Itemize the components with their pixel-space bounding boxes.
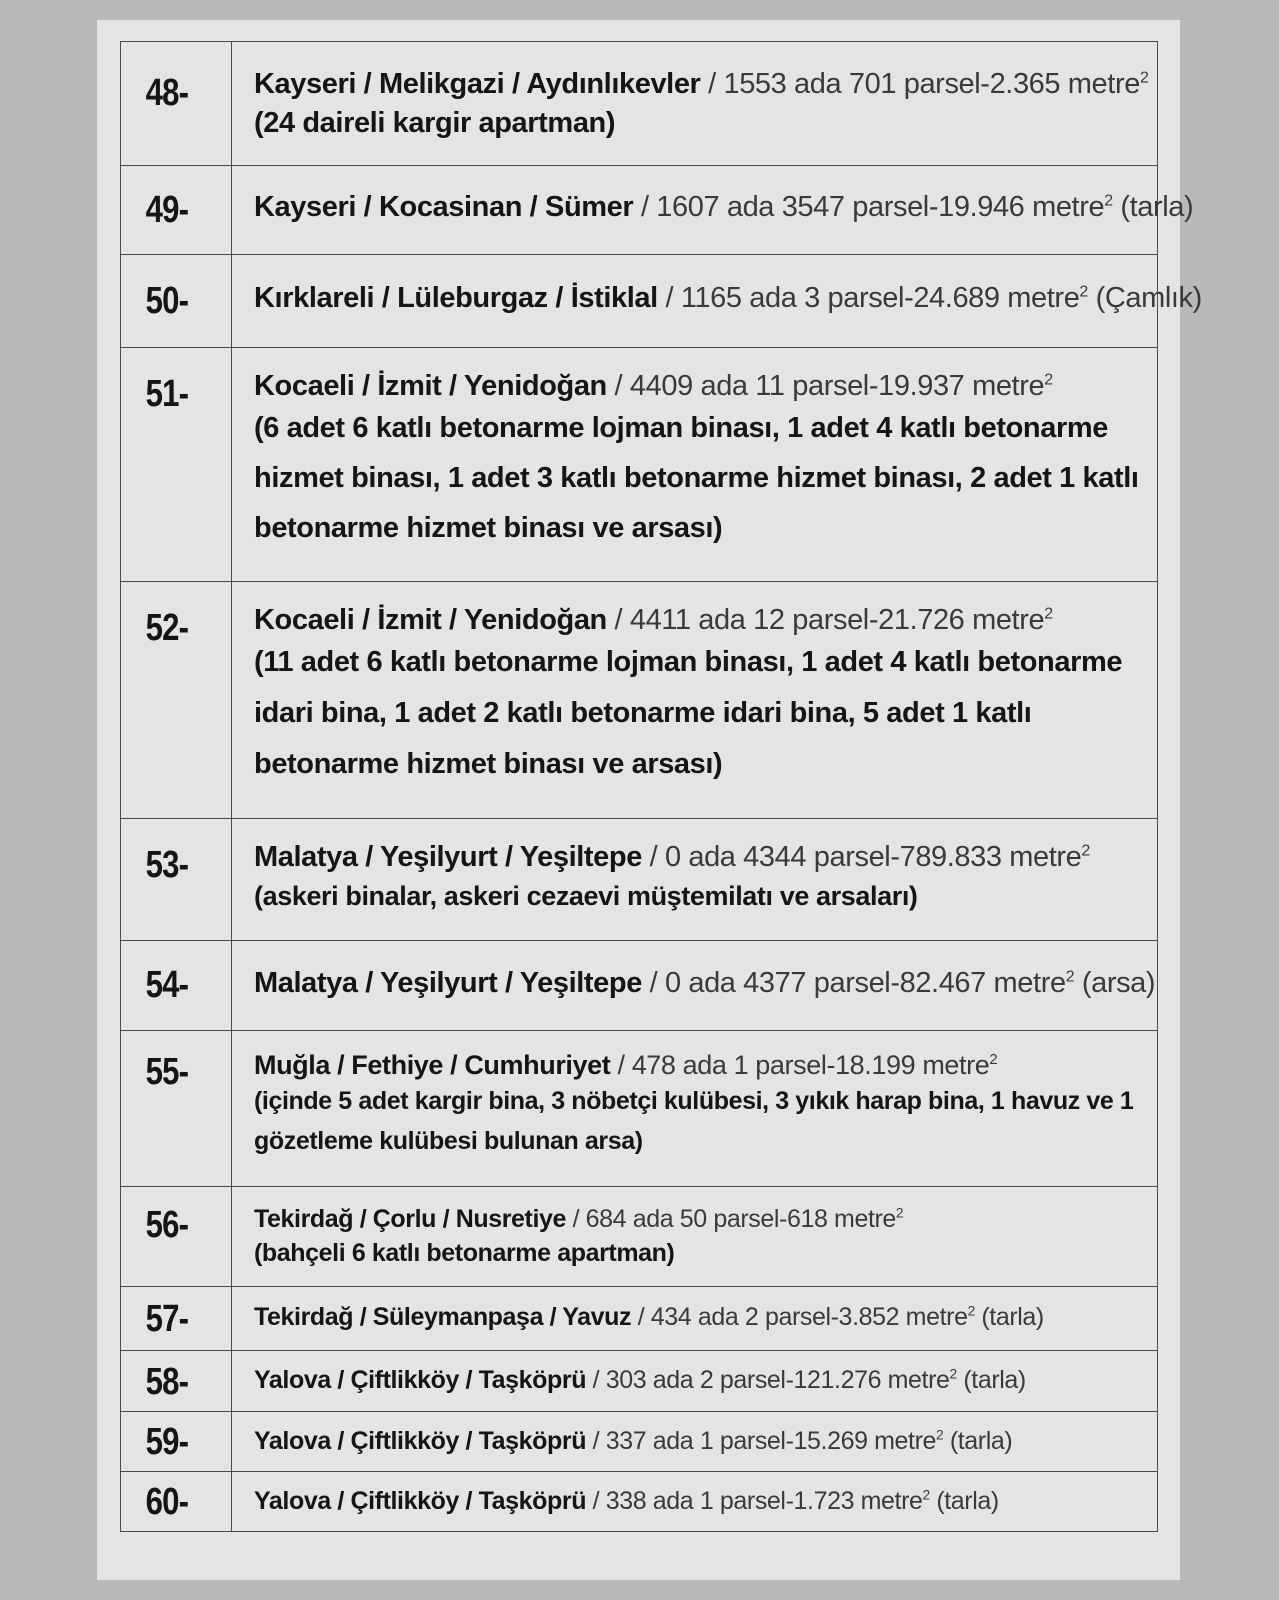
- row-description-cell: [232, 819, 1158, 941]
- unit-superscript: 2: [967, 1303, 975, 1319]
- parcel-detail: 1607 ada 3547 parsel-19.946 metre: [656, 191, 1105, 223]
- row-headline: Tekirdağ / Süleymanpaşa / Yavuz / 434 ada 2 parsel-3.852 metre$^2$ (tarla): [254, 1303, 1044, 1331]
- row-number-cell: [121, 1187, 232, 1287]
- location-text: Yalova / Çiftlikköy / Taşköprü: [254, 1366, 587, 1394]
- table-row: [121, 42, 1158, 166]
- row-note: (içinde 5 adet kargir bina, 3 nöbetçi kulübesi, 3 yıkık harap bina, 1 havuz ve 1 gözetleme kulübesi bulunan arsa): [254, 1087, 1134, 1155]
- parcel-detail: 0 ada 4344 parsel-789.833 metre: [664, 841, 1082, 873]
- parcel-detail: 684 ada 50 parsel-618 metre: [585, 1205, 896, 1233]
- table-row: [121, 1412, 1158, 1472]
- unit-superscript: 2: [1139, 69, 1149, 87]
- row-number: 59-: [145, 1421, 189, 1463]
- row-description-cell: [232, 348, 1158, 582]
- row-headline: Kocaeli / İzmit / Yenidoğan / 4411 ada 12 parsel-21.726 metre$^2$: [254, 604, 1053, 636]
- table-row: [121, 255, 1158, 348]
- row-number-cell: [121, 166, 232, 255]
- row-number-cell: [121, 255, 232, 348]
- row-description-cell: [232, 582, 1158, 819]
- row-number-cell: [121, 348, 232, 582]
- parcel-type: (tarla): [981, 1303, 1044, 1331]
- row-number: 55-: [145, 1051, 189, 1093]
- unit-superscript: 2: [936, 1427, 944, 1443]
- location-text: Malatya / Yeşilyurt / Yeşiltepe: [254, 967, 642, 999]
- row-number: 50-: [145, 280, 189, 322]
- row-number-cell: [121, 1351, 232, 1412]
- row-number: 48-: [145, 72, 189, 114]
- row-number-cell: [121, 42, 232, 166]
- parcel-detail: 337 ada 1 parsel-15.269 metre: [605, 1427, 937, 1455]
- row-number: 57-: [145, 1298, 189, 1340]
- parcel-detail: 1553 ada 701 parsel-2.365 metre: [723, 68, 1140, 100]
- row-headline: Yalova / Çiftlikköy / Taşköprü / 338 ada 1 parsel-1.723 metre$^2$ (tarla): [254, 1487, 999, 1515]
- row-headline: Kayseri / Kocasinan / Sümer / 1607 ada 3547 parsel-19.946 metre$^2$ (tarla): [254, 191, 1194, 223]
- row-number-cell: [121, 1031, 232, 1187]
- row-number-cell: [121, 1287, 232, 1351]
- row-headline: Yalova / Çiftlikköy / Taşköprü / 337 ada 1 parsel-15.269 metre$^2$ (tarla): [254, 1427, 1013, 1455]
- location-text: Yalova / Çiftlikköy / Taşköprü: [254, 1487, 587, 1515]
- row-description-cell: [232, 941, 1158, 1031]
- parcel-detail: 1165 ada 3 parsel-24.689 metre: [680, 282, 1080, 314]
- row-note: (bahçeli 6 katlı betonarme apartman): [254, 1239, 675, 1267]
- location-text: Kocaeli / İzmit / Yenidoğan: [254, 370, 607, 402]
- location-text: Yalova / Çiftlikköy / Taşköprü: [254, 1427, 587, 1455]
- unit-superscript: 2: [1044, 371, 1053, 389]
- location-text: Tekirdağ / Süleymanpaşa / Yavuz: [254, 1303, 632, 1331]
- parcel-detail: 338 ada 1 parsel-1.723 metre: [605, 1487, 923, 1515]
- row-description-cell: [232, 42, 1158, 166]
- unit-superscript: 2: [1065, 968, 1075, 986]
- row-headline: Muğla / Fethiye / Cumhuriyet / 478 ada 1 parsel-18.199 metre$^2$: [254, 1050, 998, 1080]
- parcel-type: (tarla): [963, 1366, 1026, 1394]
- row-note: (11 adet 6 katlı betonarme lojman binası, 1 adet 4 katlı betonarme idari bina, 1 adet 2 katlı betonarme idari bina, 5 adet 1 katlı betonarme hizmet binası ve arsası): [254, 646, 1123, 780]
- row-note: (24 daireli kargir apartman): [254, 107, 616, 139]
- row-description-cell: [232, 1031, 1158, 1187]
- property-table: [120, 41, 1202, 1532]
- row-number-cell: [121, 819, 232, 941]
- row-note: (6 adet 6 katlı betonarme lojman binası, 1 adet 4 katlı betonarme hizmet binası, 1 adet 3 katlı betonarme hizmet binası, 2 adet 1 katlı betonarme hizmet binası ve arsası): [254, 412, 1139, 544]
- row-description-cell: [232, 255, 1202, 348]
- location-text: Tekirdağ / Çorlu / Nusretiye: [254, 1205, 567, 1233]
- row-number-cell: [121, 1472, 232, 1532]
- row-number: 54-: [145, 964, 189, 1006]
- parcel-detail: 303 ada 2 parsel-121.276 metre: [605, 1366, 950, 1394]
- unit-superscript: 2: [1044, 605, 1053, 623]
- parcel-type: (tarla): [949, 1427, 1013, 1455]
- parcel-type: (arsa): [1081, 967, 1156, 999]
- location-text: Kocaeli / İzmit / Yenidoğan: [254, 604, 607, 636]
- row-headline: Kocaeli / İzmit / Yenidoğan / 4409 ada 11 parsel-19.937 metre$^2$: [254, 370, 1053, 402]
- location-text: Kırklareli / Lüleburgaz / İstiklal: [254, 282, 658, 314]
- table-row: [121, 348, 1158, 582]
- table-row: [121, 1187, 1158, 1287]
- row-headline: Yalova / Çiftlikköy / Taşköprü / 303 ada 2 parsel-121.276 metre$^2$ (tarla): [254, 1366, 1026, 1394]
- table-row: [121, 819, 1158, 941]
- row-number-cell: [121, 941, 232, 1031]
- table-row: [121, 1351, 1158, 1412]
- unit-superscript: 2: [949, 1366, 957, 1382]
- row-headline: Malatya / Yeşilyurt / Yeşiltepe / 0 ada 4344 parsel-789.833 metre$^2$: [254, 841, 1090, 873]
- table-row: [121, 1472, 1158, 1532]
- row-number: 53-: [145, 844, 189, 886]
- row-number: 49-: [145, 189, 189, 231]
- parcel-type: (Çamlık): [1095, 282, 1202, 314]
- row-number: 51-: [145, 373, 189, 415]
- row-headline: Tekirdağ / Çorlu / Nusretiye / 684 ada 50 parsel-618 metre$^2$: [254, 1205, 904, 1233]
- row-description-cell: [232, 166, 1194, 255]
- document-sheet: [97, 20, 1202, 1580]
- table-row: [121, 941, 1158, 1031]
- row-description-cell: [232, 1287, 1158, 1351]
- location-text: Malatya / Yeşilyurt / Yeşiltepe: [254, 841, 642, 873]
- row-headline: Kırklareli / Lüleburgaz / İstiklal / 1165 ada 3 parsel-24.689 metre$^2$ (Çamlık): [254, 282, 1202, 314]
- parcel-detail: 434 ada 2 parsel-3.852 metre: [650, 1303, 968, 1331]
- location-text: Kayseri / Melikgazi / Aydınlıkevler: [254, 68, 701, 100]
- table-row: [121, 1287, 1158, 1351]
- row-number-cell: [121, 582, 232, 819]
- parcel-detail: 4411 ada 12 parsel-21.726 metre: [629, 604, 1045, 636]
- row-description-cell: [232, 1472, 1158, 1532]
- row-number: 58-: [145, 1361, 189, 1403]
- row-number-cell: [121, 1412, 232, 1472]
- unit-superscript: 2: [922, 1487, 930, 1503]
- row-number: 56-: [145, 1204, 189, 1246]
- row-number: 60-: [145, 1481, 189, 1523]
- table-row: [121, 166, 1158, 255]
- row-description-cell: [232, 1187, 1158, 1287]
- unit-superscript: 2: [1104, 192, 1113, 210]
- unit-superscript: 2: [1079, 283, 1088, 301]
- row-note: (askeri binalar, askeri cezaevi müştemilatı ve arsaları): [254, 881, 918, 911]
- unit-superscript: 2: [1081, 842, 1090, 860]
- location-text: Muğla / Fethiye / Cumhuriyet: [254, 1050, 611, 1080]
- parcel-detail: 478 ada 1 parsel-18.199 metre: [631, 1050, 990, 1080]
- row-headline: Malatya / Yeşilyurt / Yeşiltepe / 0 ada 4377 parsel-82.467 metre$^2$ (arsa): [254, 967, 1156, 999]
- row-number: 52-: [145, 607, 189, 649]
- location-text: Kayseri / Kocasinan / Sümer: [254, 191, 634, 223]
- row-headline: Kayseri / Melikgazi / Aydınlıkevler / 1553 ada 701 parsel-2.365 metre$^2$: [254, 68, 1149, 100]
- row-description-cell: [232, 1351, 1158, 1412]
- parcel-type: (tarla): [936, 1487, 999, 1515]
- table-row: [121, 582, 1158, 819]
- unit-superscript: 2: [989, 1052, 998, 1068]
- parcel-type: (tarla): [1120, 191, 1194, 223]
- row-description-cell: [232, 1412, 1158, 1472]
- parcel-detail: 0 ada 4377 parsel-82.467 metre: [664, 967, 1066, 999]
- parcel-detail: 4409 ada 11 parsel-19.937 metre: [629, 370, 1045, 402]
- unit-superscript: 2: [895, 1205, 904, 1221]
- table-row: [121, 1031, 1158, 1187]
